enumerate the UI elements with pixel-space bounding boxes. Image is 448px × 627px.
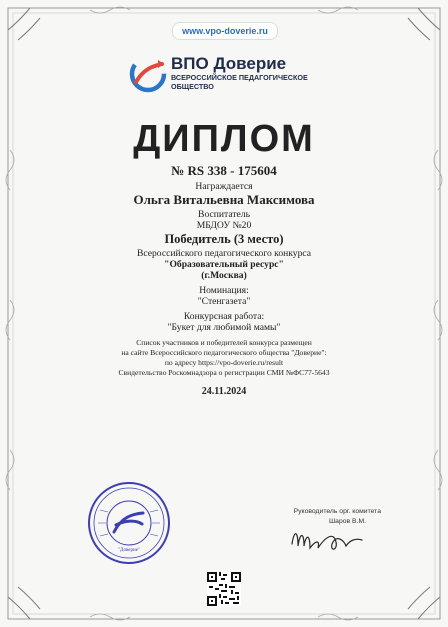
awarded-label: Награждается (195, 181, 253, 192)
work-label: Конкурсная работа: (183, 311, 265, 322)
diploma-date: 24.11.2024 (201, 386, 247, 397)
contest-city: (г.Москва) (201, 270, 247, 281)
nomination-value: "Стенгазета" (197, 296, 251, 307)
note-line-3: по адресу https://vpo-doverie.ru/result (164, 358, 284, 367)
contest-name: "Образовательный ресурс" (164, 259, 284, 270)
org-name: ВПО Доверие (171, 54, 287, 73)
note-line-2: на сайте Всероссийского педагогического общества "Доверие": (121, 348, 327, 357)
signature-icon (286, 522, 366, 556)
recipient-name: Ольга Витальевна Максимова (133, 192, 315, 207)
award-place: Победитель (3 место) (164, 232, 284, 246)
diploma-title: ДИПЛОМ (133, 118, 315, 160)
signer-name: Шаров В.М. (328, 518, 366, 525)
note-line-4: Свидетельство Роскомнадзора о регистрации СМИ №ФС77-5643 (118, 368, 330, 377)
recipient-position: Воспитатель (198, 209, 250, 220)
work-value: "Букет для любимой мамы" (167, 322, 281, 333)
official-stamp-icon (86, 480, 172, 566)
stamp-center-text: "Доверие" (118, 548, 140, 553)
qr-code-icon[interactable] (207, 572, 241, 606)
diploma-number: № RS 338 - 175604 (171, 163, 277, 178)
contest-line: Всероссийского педагогического конкурса (136, 248, 312, 259)
nomination-label: Номинация: (199, 285, 249, 296)
site-url-badge[interactable]: www.vpo-doverie.ru (172, 22, 278, 40)
signer-role: Руководитель орг. комитета (293, 508, 381, 515)
org-subtitle: ВСЕРОССИЙСКОЕ ПЕДАГОГИЧЕСКОЕ ОБЩЕСТВО (171, 73, 308, 91)
recipient-institution: МБДОУ №20 (196, 220, 252, 231)
note-line-1: Список участников и победителей конкурса размещен (136, 338, 312, 347)
